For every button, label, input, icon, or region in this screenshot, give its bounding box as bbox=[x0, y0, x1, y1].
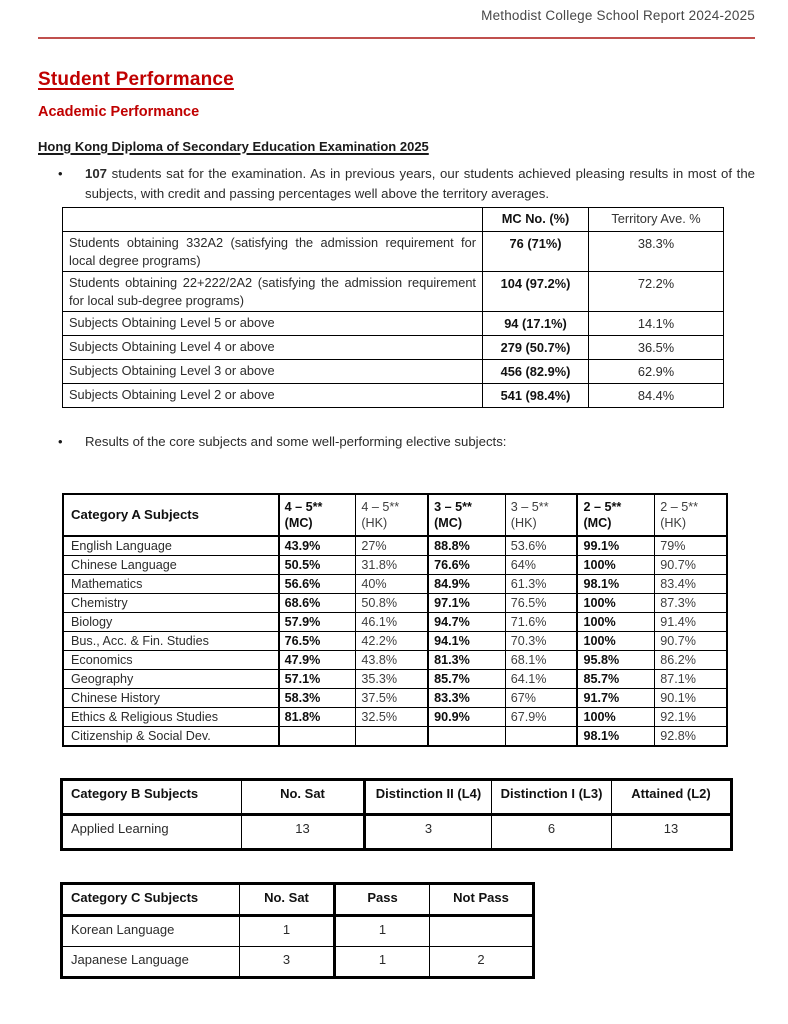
subject-name: Chinese History bbox=[63, 689, 279, 708]
hk-value: 37.5% bbox=[356, 689, 428, 708]
hk-value: 68.1% bbox=[505, 651, 577, 670]
table-row bbox=[63, 708, 727, 727]
intro-text: students sat for the examination. As in previous years, our students achieved pleasing results in most of the subjects, with credit and passing percentages well above the territory averages. bbox=[85, 166, 755, 201]
row-territory-value: 72.2% bbox=[589, 272, 724, 312]
mc-value: 88.8% bbox=[428, 536, 505, 556]
row-label: Subjects Obtaining Level 3 or above bbox=[63, 360, 483, 384]
mc-value: 47.9% bbox=[279, 651, 356, 670]
table-row bbox=[63, 575, 727, 594]
hk-value: 90.1% bbox=[655, 689, 727, 708]
row-mc-value: 279 (50.7%) bbox=[483, 336, 589, 360]
table-row bbox=[63, 312, 724, 336]
results-text: Results of the core subjects and some well-performing elective subjects: bbox=[85, 434, 507, 449]
subject-name: Mathematics bbox=[63, 575, 279, 594]
hk-value: 76.5% bbox=[505, 594, 577, 613]
mc-value: 94.7% bbox=[428, 613, 505, 632]
mc-value: 100% bbox=[577, 632, 654, 651]
mc-value: 68.6% bbox=[279, 594, 356, 613]
header-4-5-hk: 4 – 5** (HK) bbox=[356, 494, 428, 536]
mc-value: 100% bbox=[577, 594, 654, 613]
header-3-5-hk: 3 – 5** (HK) bbox=[505, 494, 577, 536]
category-a-title: Category A Subjects bbox=[63, 494, 279, 536]
document-header: Methodist College School Report 2024-2025 bbox=[481, 8, 755, 23]
mc-value: 50.5% bbox=[279, 556, 356, 575]
table-row bbox=[63, 594, 727, 613]
hk-value: 64% bbox=[505, 556, 577, 575]
hk-value: 64.1% bbox=[505, 670, 577, 689]
category-c-table bbox=[60, 882, 535, 979]
not-pass-value bbox=[430, 916, 534, 947]
hk-value: 53.6% bbox=[505, 536, 577, 556]
exam-heading: Hong Kong Diploma of Secondary Education Examination 2025 bbox=[38, 139, 429, 154]
mc-value: 85.7% bbox=[428, 670, 505, 689]
summary-header-territory: Territory Ave. % bbox=[589, 208, 724, 232]
pass-value: 1 bbox=[335, 916, 430, 947]
mc-value bbox=[279, 727, 356, 747]
hk-value: 42.2% bbox=[356, 632, 428, 651]
page-title: Student Performance bbox=[38, 69, 234, 90]
category-a-table bbox=[62, 493, 728, 747]
summary-header-row bbox=[63, 208, 724, 232]
table-row bbox=[63, 536, 727, 556]
mc-value bbox=[428, 727, 505, 747]
attained-value: 13 bbox=[612, 815, 732, 850]
mc-value: 76.5% bbox=[279, 632, 356, 651]
row-mc-value: 76 (71%) bbox=[483, 232, 589, 272]
hk-value: 67.9% bbox=[505, 708, 577, 727]
table-row bbox=[62, 815, 732, 850]
header-2-5-hk: 2 – 5** (HK) bbox=[655, 494, 727, 536]
category-b-table bbox=[60, 778, 733, 851]
hk-value: 27% bbox=[356, 536, 428, 556]
mc-value: 100% bbox=[577, 708, 654, 727]
subject-name: English Language bbox=[63, 536, 279, 556]
mc-value: 58.3% bbox=[279, 689, 356, 708]
summary-header-mc: MC No. (%) bbox=[483, 208, 589, 232]
hk-value: 79% bbox=[655, 536, 727, 556]
category-b-header-row bbox=[62, 780, 732, 815]
table-row bbox=[63, 272, 724, 312]
section-title: Academic Performance bbox=[38, 104, 200, 120]
header-distinction-2: Distinction II (L4) bbox=[365, 780, 492, 815]
category-b-title: Category B Subjects bbox=[62, 780, 242, 815]
row-territory-value: 14.1% bbox=[589, 312, 724, 336]
bullet-icon: • bbox=[58, 434, 63, 449]
student-count: 107 bbox=[85, 166, 108, 181]
hk-value: 35.3% bbox=[356, 670, 428, 689]
subject-name: Geography bbox=[63, 670, 279, 689]
table-row bbox=[63, 232, 724, 272]
table-row bbox=[63, 727, 727, 747]
table-row bbox=[63, 384, 724, 408]
hk-value: 46.1% bbox=[356, 613, 428, 632]
row-mc-value: 541 (98.4%) bbox=[483, 384, 589, 408]
row-label: Subjects Obtaining Level 2 or above bbox=[63, 384, 483, 408]
hk-value: 32.5% bbox=[356, 708, 428, 727]
row-mc-value: 104 (97.2%) bbox=[483, 272, 589, 312]
pass-value: 1 bbox=[335, 947, 430, 978]
hk-value: 86.2% bbox=[655, 651, 727, 670]
hk-value: 83.4% bbox=[655, 575, 727, 594]
mc-value: 97.1% bbox=[428, 594, 505, 613]
row-label: Students obtaining 332A2 (satisfying the admission requirement for local degree programs) bbox=[63, 232, 483, 272]
hk-value: 71.6% bbox=[505, 613, 577, 632]
hk-value: 67% bbox=[505, 689, 577, 708]
mc-value: 100% bbox=[577, 613, 654, 632]
mc-value: 98.1% bbox=[577, 575, 654, 594]
mc-value: 94.1% bbox=[428, 632, 505, 651]
mc-value: 57.9% bbox=[279, 613, 356, 632]
row-label: Subjects Obtaining Level 4 or above bbox=[63, 336, 483, 360]
table-row bbox=[63, 689, 727, 708]
hk-value: 90.7% bbox=[655, 632, 727, 651]
subject-name: Chinese Language bbox=[63, 556, 279, 575]
table-row bbox=[63, 613, 727, 632]
subject-name: Bus., Acc. & Fin. Studies bbox=[63, 632, 279, 651]
subject-name: Citizenship & Social Dev. bbox=[63, 727, 279, 747]
header-3-5-mc: 3 – 5** (MC) bbox=[428, 494, 505, 536]
subject-name: Biology bbox=[63, 613, 279, 632]
bullet-icon: • bbox=[58, 166, 63, 181]
header-divider-rule bbox=[38, 37, 755, 39]
mc-value: 90.9% bbox=[428, 708, 505, 727]
mc-value: 76.6% bbox=[428, 556, 505, 575]
distinction-1-value: 6 bbox=[492, 815, 612, 850]
row-label: Students obtaining 22+222/2A2 (satisfying the admission requirement for local sub-degree programs) bbox=[63, 272, 483, 312]
mc-value: 85.7% bbox=[577, 670, 654, 689]
row-territory-value: 84.4% bbox=[589, 384, 724, 408]
distinction-2-value: 3 bbox=[365, 815, 492, 850]
mc-value: 83.3% bbox=[428, 689, 505, 708]
header-no-sat: No. Sat bbox=[242, 780, 365, 815]
category-c-title: Category C Subjects bbox=[62, 884, 240, 916]
header-distinction-1: Distinction I (L3) bbox=[492, 780, 612, 815]
table-row bbox=[63, 651, 727, 670]
hk-value: 87.3% bbox=[655, 594, 727, 613]
mc-value: 56.6% bbox=[279, 575, 356, 594]
subject-name: Applied Learning bbox=[62, 815, 242, 850]
hk-value: 91.4% bbox=[655, 613, 727, 632]
hk-value bbox=[356, 727, 428, 747]
subject-name: Chemistry bbox=[63, 594, 279, 613]
row-mc-value: 94 (17.1%) bbox=[483, 312, 589, 336]
hk-value: 70.3% bbox=[505, 632, 577, 651]
hk-value: 61.3% bbox=[505, 575, 577, 594]
hk-value: 92.1% bbox=[655, 708, 727, 727]
results-bullet bbox=[58, 432, 755, 452]
header-attained: Attained (L2) bbox=[612, 780, 732, 815]
table-row bbox=[62, 916, 534, 947]
hk-value: 43.8% bbox=[356, 651, 428, 670]
header-not-pass: Not Pass bbox=[430, 884, 534, 916]
mc-value: 100% bbox=[577, 556, 654, 575]
hk-value bbox=[505, 727, 577, 747]
header-no-sat: No. Sat bbox=[240, 884, 335, 916]
mc-value: 81.8% bbox=[279, 708, 356, 727]
table-row bbox=[62, 947, 534, 978]
category-c-header-row bbox=[62, 884, 534, 916]
category-a-header-row bbox=[63, 494, 727, 536]
table-row bbox=[63, 336, 724, 360]
row-territory-value: 62.9% bbox=[589, 360, 724, 384]
mc-value: 57.1% bbox=[279, 670, 356, 689]
mc-value: 99.1% bbox=[577, 536, 654, 556]
hk-value: 87.1% bbox=[655, 670, 727, 689]
mc-value: 81.3% bbox=[428, 651, 505, 670]
no-sat-value: 1 bbox=[240, 916, 335, 947]
row-label: Subjects Obtaining Level 5 or above bbox=[63, 312, 483, 336]
mc-value: 95.8% bbox=[577, 651, 654, 670]
table-row bbox=[63, 670, 727, 689]
mc-value: 91.7% bbox=[577, 689, 654, 708]
table-row bbox=[63, 556, 727, 575]
mc-value: 84.9% bbox=[428, 575, 505, 594]
intro-bullet bbox=[58, 164, 755, 204]
summary-header-blank bbox=[63, 208, 483, 232]
row-territory-value: 38.3% bbox=[589, 232, 724, 272]
subject-name: Economics bbox=[63, 651, 279, 670]
row-mc-value: 456 (82.9%) bbox=[483, 360, 589, 384]
subject-name: Japanese Language bbox=[62, 947, 240, 978]
table-row bbox=[63, 360, 724, 384]
no-sat-value: 13 bbox=[242, 815, 365, 850]
table-row bbox=[63, 632, 727, 651]
summary-table bbox=[62, 207, 724, 408]
header-pass: Pass bbox=[335, 884, 430, 916]
hk-value: 92.8% bbox=[655, 727, 727, 747]
hk-value: 90.7% bbox=[655, 556, 727, 575]
hk-value: 40% bbox=[356, 575, 428, 594]
header-4-5-mc: 4 – 5** (MC) bbox=[279, 494, 356, 536]
not-pass-value: 2 bbox=[430, 947, 534, 978]
header-2-5-mc: 2 – 5** (MC) bbox=[577, 494, 654, 536]
subject-name: Korean Language bbox=[62, 916, 240, 947]
mc-value: 43.9% bbox=[279, 536, 356, 556]
subject-name: Ethics & Religious Studies bbox=[63, 708, 279, 727]
hk-value: 31.8% bbox=[356, 556, 428, 575]
hk-value: 50.8% bbox=[356, 594, 428, 613]
mc-value: 98.1% bbox=[577, 727, 654, 747]
no-sat-value: 3 bbox=[240, 947, 335, 978]
row-territory-value: 36.5% bbox=[589, 336, 724, 360]
